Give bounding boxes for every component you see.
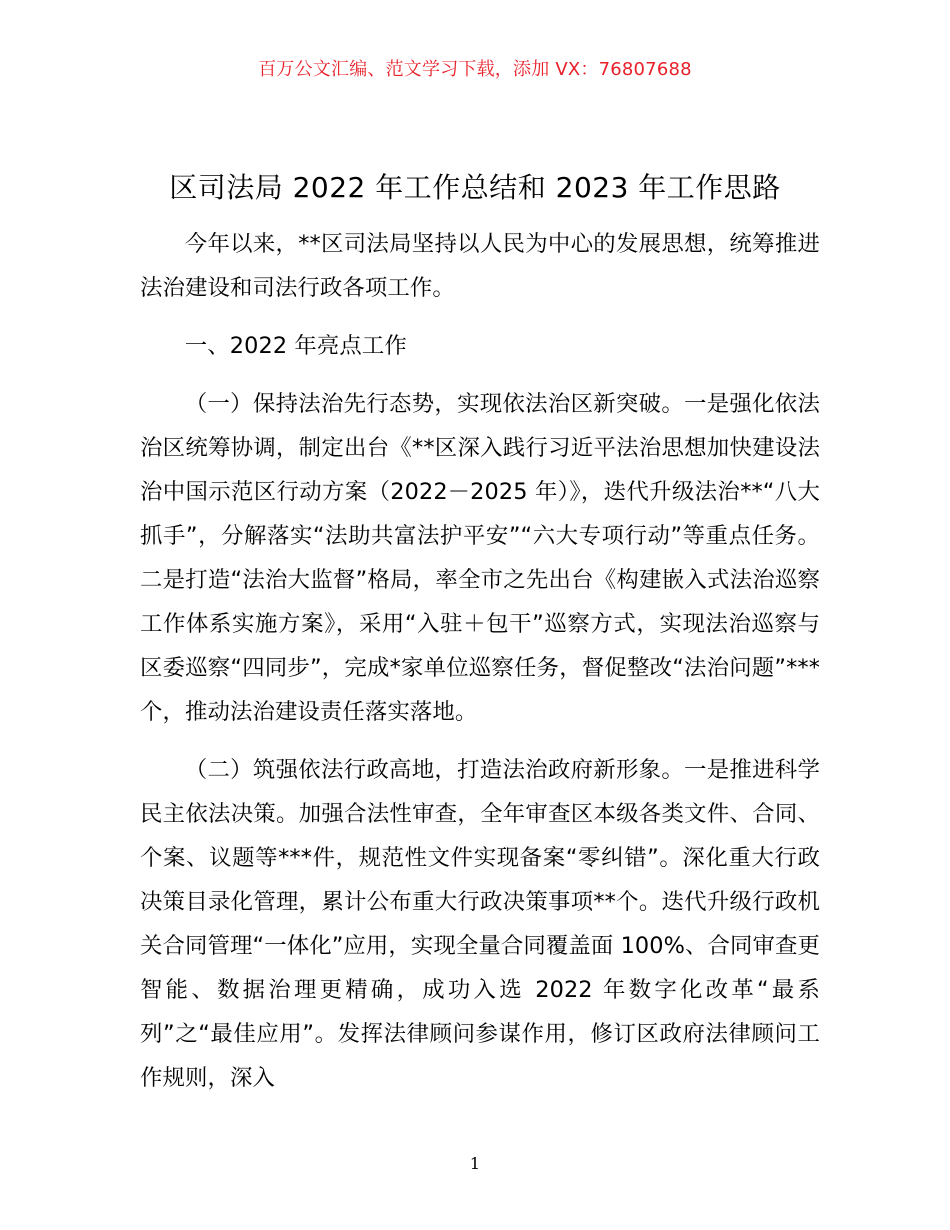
body-paragraph: （二）筑强依法行政高地，打造法治政府新形象。一是推进科学民主依法决策。加强合法性审查，全年审查区本级各类文件、合同、个案、议题等***件，规范性文件实现备案“零纠错”。深化重大行政决策目录化管理，累计公布重大行政决策事项**个。迭代升级行政机关合同管理“一体化”应用，实现全量合同覆盖面 100%、合同审查更智能、数据治理更精确，成功入选 2022 年数字化改革“最系列”之“最佳应用”。发挥法律顾问参谋作用，修订区政府法律顾问工作规则，深入 bbox=[140, 757, 820, 1091]
document-title: 区司法局 2022 年工作总结和 2023 年工作思路 bbox=[169, 171, 781, 204]
body-paragraph: （一）保持法治先行态势，实现依法治区新突破。一是强化依法治区统筹协调，制定出台《**区深入践行习近平法治思想加快建设法治中国示范区行动方案（2022－2025 年）》，迭代升级法治**“八大抓手”，分解落实“法助共富法护平安”“六大专项行动”等重点任务。二是打造“法治大监督”格局，率全市之先出台《构建嵌入式法治巡察工作体系实施方案》，采用“入驻＋包干”巡察方式，实现法治巡察与区委巡察“四同步”，完成*家单位巡察任务，督促整改“法治问题”***个，推动法治建设责任落实落地。 bbox=[140, 391, 820, 725]
header-banner: 百万公文汇编、范文学习下载，添加 VX：76807688 bbox=[258, 59, 692, 80]
intro-paragraph: 今年以来，**区司法局坚持以人民为中心的发展思想，统筹推进法治建设和司法行政各项工作。 bbox=[140, 231, 820, 301]
page-number: 1 bbox=[469, 1154, 481, 1173]
section-heading: 一、2022 年亮点工作 bbox=[184, 333, 407, 359]
document-body bbox=[140, 222, 820, 1100]
